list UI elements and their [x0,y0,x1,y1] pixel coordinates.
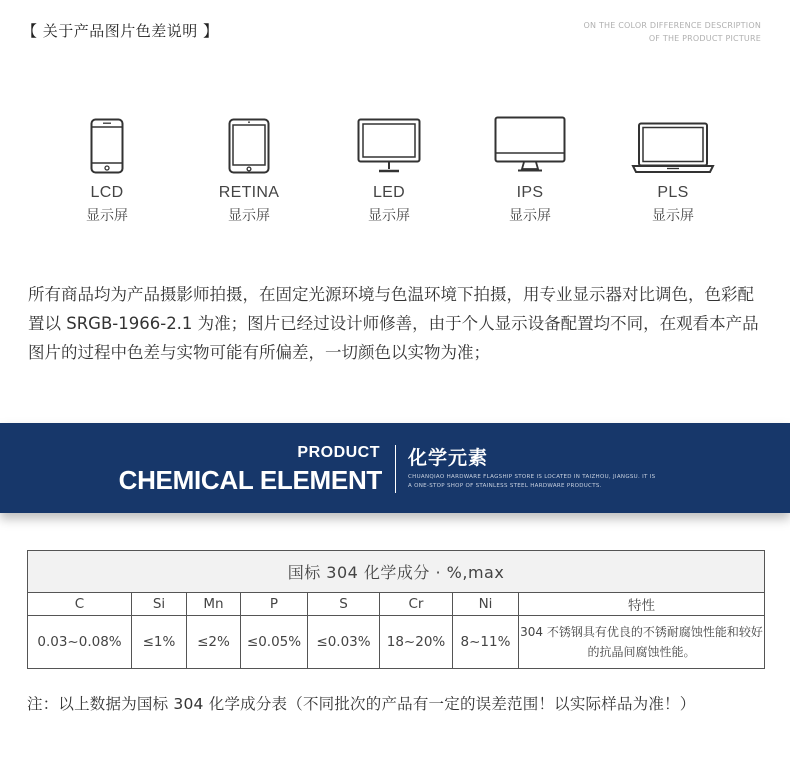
table-cell: ≤0.05% [241,616,308,669]
device-ips [470,112,590,225]
column-header: Cr [380,593,453,616]
smartphone-icon [47,112,167,174]
device-caption: 显示屏 [86,208,128,224]
tablet-icon [189,112,309,174]
device-caption: 显示屏 [228,208,270,224]
device-name: LCD [90,184,124,201]
banner-cn-title: 化学元素 [408,447,489,469]
subtitle-line-1: ON THE COLOR DIFFERENCE DESCRIPTION [583,21,761,30]
section-subtitle [584,19,761,45]
table-row [28,616,765,669]
monitor-icon [329,112,449,174]
laptop-icon [613,112,733,174]
column-header: Mn [187,593,241,616]
color-difference-description: 所有商品均为产品摄影师拍摄，在固定光源环境与色温环境下拍摄，用专业显示器对比调色，色彩配置以 SRGB-1966-2.1 为准；图片已经过设计师修善，由于个人显示设备配置均不同，在观看本产品图片的过程中色差与实物可能有所偏差，一切颜色以实物为准； [28,285,759,362]
device-led [329,112,449,225]
table-cell: 0.03~0.08% [28,616,132,669]
imac-icon [470,112,590,174]
chemical-element-banner [0,423,790,513]
banner-en-large: CHEMICAL ELEMENT [118,465,382,495]
table-cell: ≤0.03% [308,616,380,669]
banner-small-line-1: CHUANQIAO HARDWARE FLAGSHIP STORE IS LOCATED IN TAIZHOU, JIANGSU. IT IS [408,474,656,480]
device-list [0,112,790,242]
chemical-composition-table [27,550,765,669]
section-title: 【 关于产品图片色差说明 】 [22,22,219,40]
table-cell: 18~20% [380,616,453,669]
device-lcd [47,112,167,225]
banner-divider [395,445,396,493]
device-caption: 显示屏 [509,208,551,224]
table-header-row [28,593,765,616]
banner-en-small: PRODUCT [297,444,380,461]
subtitle-line-2: OF THE PRODUCT PICTURE [648,34,761,43]
device-retina [189,112,309,225]
device-name: LED [372,184,406,201]
table-title: 国标 304 化学成分 · %,max [28,551,765,593]
column-header: P [241,593,308,616]
table-cell: 8~11% [453,616,519,669]
device-name: IPS [516,184,544,201]
table-footnote: 注：以上数据为国标 304 化学成分表（不同批次的产品有一定的误差范围！以实际样品为准！） [27,695,696,713]
table-cell: ≤1% [132,616,187,669]
banner-small-text [408,473,655,491]
device-name: PLS [657,184,689,201]
table-cell-property: 304 不锈钢具有优良的不锈耐腐蚀性能和较好的抗晶间腐蚀性能。 [519,616,765,669]
device-caption: 显示屏 [368,208,410,224]
banner-small-line-2: A ONE-STOP SHOP OF STAINLESS STEEL HARDWARE PRODUCTS. [408,483,602,489]
table-cell: ≤2% [187,616,241,669]
column-header: Si [132,593,187,616]
device-name: RETINA [218,184,280,201]
device-pls [613,112,733,225]
device-caption: 显示屏 [652,208,694,224]
column-header: 特性 [519,593,765,616]
column-header: Ni [453,593,519,616]
column-header: S [308,593,380,616]
column-header: C [28,593,132,616]
